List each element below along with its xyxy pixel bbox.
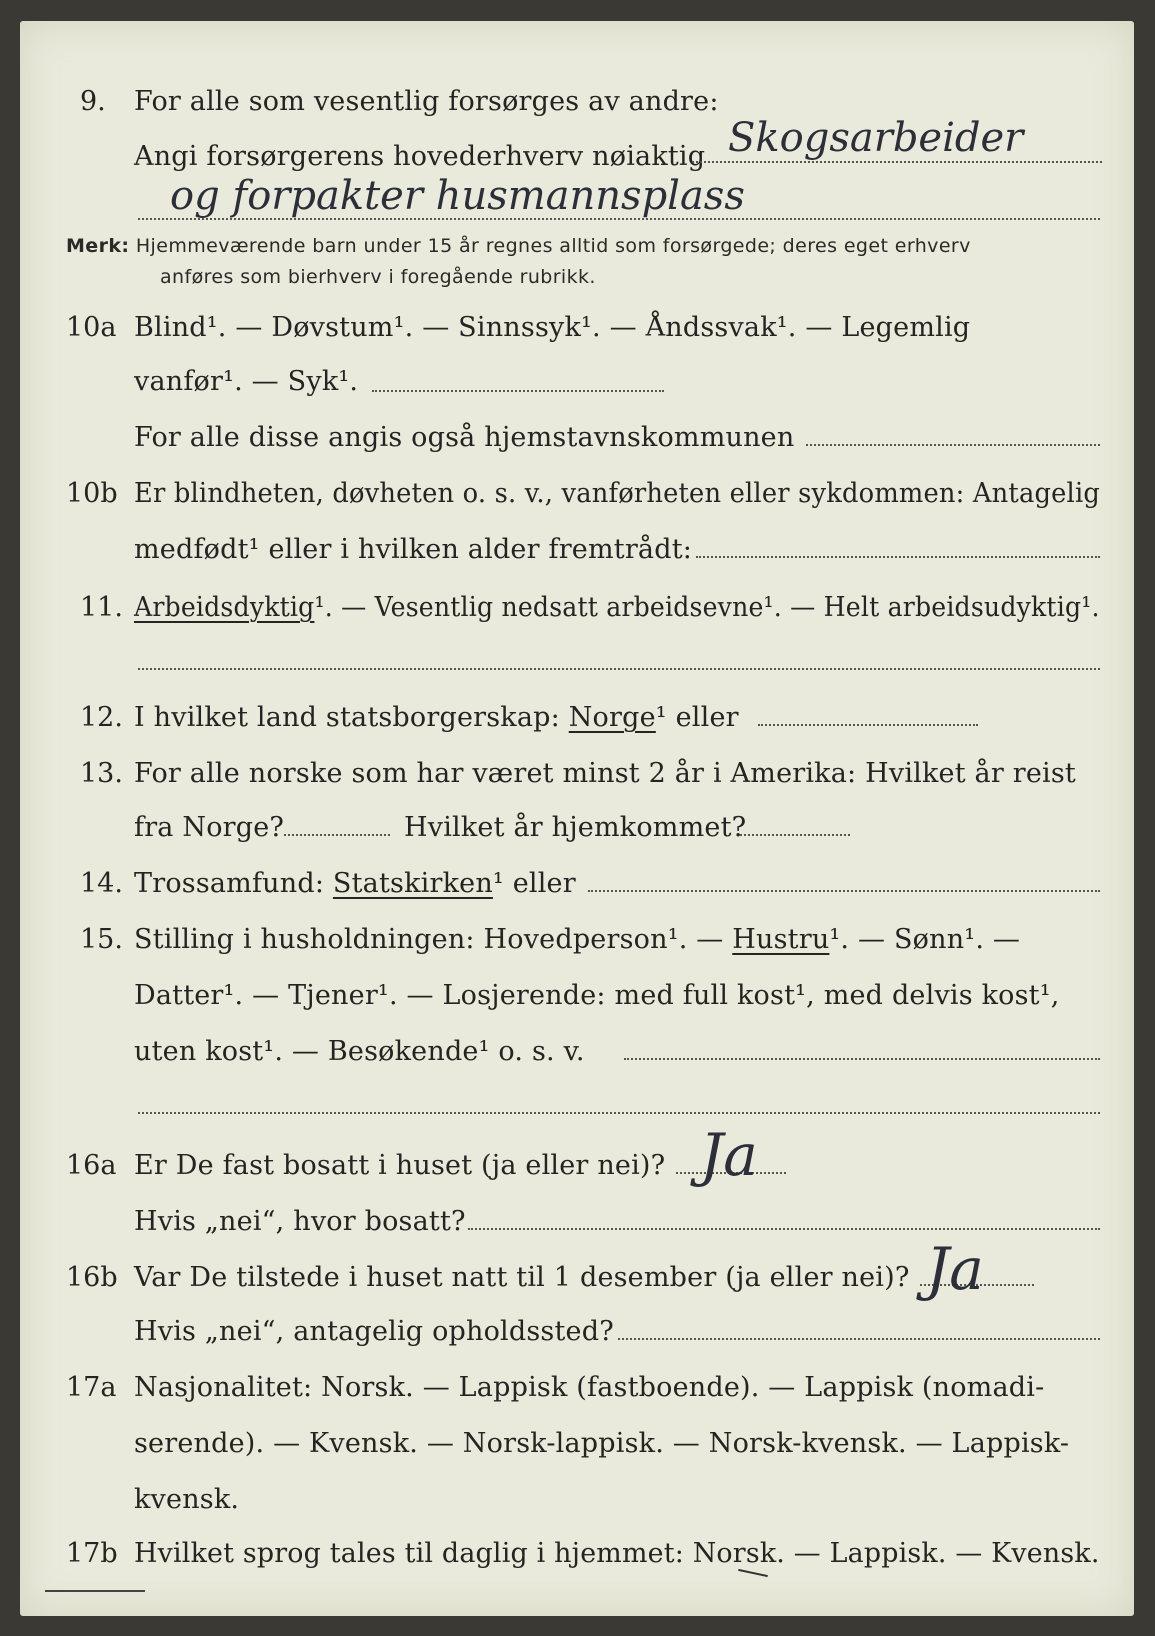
q16a-line2: Hvis „nei“, hvor bosatt? (134, 1206, 466, 1237)
q16a-number: 16a (66, 1150, 117, 1181)
q15-line1 (134, 926, 1020, 953)
q9-handwritten-answer2: og forpakter husmannsplass (170, 173, 745, 219)
q16b-handwritten-answer: Ja (926, 1235, 984, 1303)
merk-note-line1 (66, 237, 971, 256)
q12-pre: I hvilket land statsborgerskap: (134, 702, 569, 733)
q10b-answer-line (696, 556, 1100, 558)
q11-rest: ¹. — Vesentlig nedsatt arbeidsevne¹. — Helt arbeidsudyktig¹. (314, 592, 1100, 623)
q10a-line3: For alle disse angis også hjemstavnskommunen (134, 422, 795, 453)
q10a-syk-answer-line (372, 390, 664, 392)
footnote-rule (45, 1590, 145, 1592)
q14-post: ¹ eller (492, 868, 576, 899)
q9-question-line2: Angi forsørgerens hovederhverv nøiaktig (134, 141, 706, 172)
q16a-line1: Er De fast bosatt i huset (ja eller nei)? (134, 1150, 666, 1181)
q16a-bosatt-answer-line (468, 1228, 1100, 1230)
q15-answer-line2 (138, 1112, 1100, 1114)
q13-line2a: fra Norge? (134, 812, 285, 843)
q17a-number: 17a (66, 1372, 117, 1403)
q12-answer-line (758, 724, 978, 726)
q14-answer-line (588, 890, 1100, 892)
q16b-number: 16b (66, 1262, 118, 1293)
q9-number: 9. (80, 86, 106, 117)
q17a-line2: serende). — Kvensk. — Norsk-lappisk. — Norsk-kvensk. — Lappisk- (134, 1428, 1070, 1459)
q11-selected-option: Arbeidsdyktig (134, 592, 315, 623)
q13-line1: For alle norske som har været minst 2 år i Amerika: Hvilket år reist (134, 758, 1076, 789)
q11-answer-line (138, 668, 1100, 670)
q16b-opholdssted-answer-line (618, 1338, 1100, 1340)
q17b-number: 17b (66, 1538, 118, 1569)
q16b-line1: Var De tilstede i huset natt til 1 desember (ja eller nei)? (134, 1262, 910, 1293)
q13-reist-answer-line (284, 834, 390, 836)
q10a-hjemstavn-answer-line (806, 444, 1100, 446)
q16a-handwritten-answer: Ja (700, 1121, 758, 1189)
q15-selected-option: Hustru (732, 924, 830, 955)
q15-answer-line1 (624, 1058, 1100, 1060)
q10b-number: 10b (66, 478, 118, 509)
merk-label: Merk: (66, 235, 130, 257)
q15-line2: Datter¹. — Tjener¹. — Losjerende: med full kost¹, med delvis kost¹, (134, 980, 1060, 1011)
q9-handwritten-answer1: Skogsarbeider (728, 115, 1024, 161)
q9-answer-line1 (692, 161, 1102, 163)
q11-line (134, 594, 1100, 621)
q10b-line2: medfødt¹ eller i hvilken alder fremtrådt: (134, 534, 693, 565)
merk-text-line1: Hjemmeværende barn under 15 år regnes alltid som forsørgede; deres eget erhverv (135, 235, 971, 257)
merk-note-line2: anføres som bierhverv i foregående rubrikk. (160, 266, 596, 288)
q15-line3: uten kost¹. — Besøkende¹ o. s. v. (134, 1036, 585, 1067)
q11-number: 11. (80, 592, 123, 623)
q16b-line2: Hvis „nei“, antagelig opholdssted? (134, 1316, 614, 1347)
q9-question-line1: For alle som vesentlig forsørges av andre: (134, 86, 719, 117)
q15-post: ¹. — Sønn¹. — (829, 924, 1021, 955)
q10a-number: 10a (66, 312, 117, 343)
q10b-line1: Er blindheten, døvheten o. s. v., vanførheten eller sykdommen: Antagelig (134, 478, 1101, 509)
q17a-line3: kvensk. (134, 1484, 240, 1515)
q10a-line1: Blind¹. — Døvstum¹. — Sinnssyk¹. — Åndssvak¹. — Legemlig (134, 312, 971, 343)
q12-number: 12. (80, 702, 123, 733)
q13-hjemkommet-answer-line (740, 834, 850, 836)
q12-post: ¹ eller (655, 702, 739, 733)
q17b-line1: Hvilket sprog tales til daglig i hjemmet: Norsk. — Lappisk. — Kvensk. (134, 1538, 1100, 1569)
q13-number: 13. (80, 758, 123, 789)
q10a-line2: vanfør¹. — Syk¹. (134, 366, 359, 397)
q14-line (134, 870, 576, 897)
q13-line2b: Hvilket år hjemkommet? (404, 812, 747, 843)
q17a-line1: Nasjonalitet: Norsk. — Lappisk (fastboende). — Lappisk (nomadi- (134, 1372, 1045, 1403)
q15-number: 15. (80, 924, 123, 955)
q14-pre: Trossamfund: (134, 868, 333, 899)
q14-number: 14. (80, 868, 123, 899)
q12-line (134, 704, 739, 731)
q15-pre: Stilling i husholdningen: Hovedperson¹. — (134, 924, 733, 955)
q14-selected-option: Statskirken (332, 868, 493, 899)
q12-selected-option: Norge (568, 702, 656, 733)
